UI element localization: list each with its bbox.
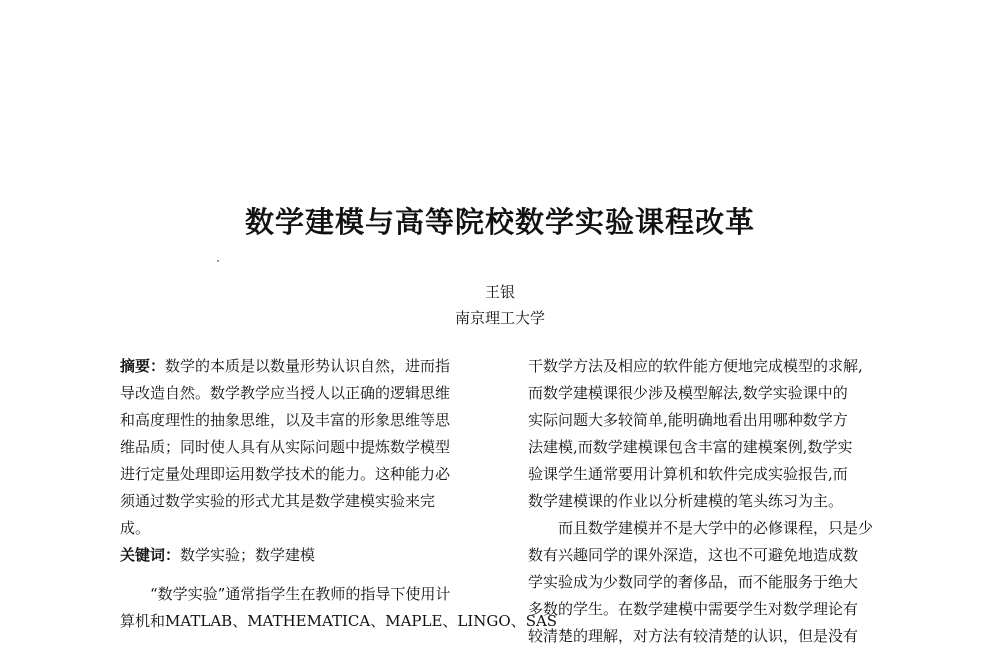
paper-title: 数学建模与高等院校数学实验课程改革 [244,205,755,239]
left-column [120,353,558,635]
spacer [120,569,500,581]
abstract-line: 摘要：数学的本质是以数量形势认识自然，进而指 [120,357,451,375]
abstract-line: 维品质；同时使人具有从实际问题中提炼数学模型 [120,438,451,456]
keywords-line [120,542,500,569]
body-line: 干数学方法及相应的软件能方便地完成模型的求解, [528,357,863,375]
body-line: 算机和MATLAB、MATHEMATICA、MAPLE、LINGO、SAS [120,612,558,630]
body-line: 验课学生通常要用计算机和软件完成实验报告,而 [528,465,848,483]
abstract-line: 进行定量处理即运用数学技术的能力。这种能力必 [120,465,451,483]
body-line: 实际问题大多较简单,能明确地看出用哪种数学方 [528,411,848,429]
body-line: 多数的学生。在数学建模中需要学生对数学理论有 [528,600,859,618]
body-line: 而且数学建模并不是大学中的必修课程，只是少 [558,519,874,537]
keywords-text: 数学实验；数学建模 [180,546,316,564]
abstract-line: 和高度理性的抽象思维，以及丰富的形象思维等思 [120,411,451,429]
body-line: “数学实验”通常指学生在教师的指导下使用计 [150,585,451,603]
keywords-label: 关键词： [120,546,181,564]
body-line: 法建模,而数学建模课包含丰富的建模案例,数学实 [528,438,853,456]
right-column [528,353,928,650]
abstract-line: 须通过数学实验的形式尤其是数学建模实验来完 [120,492,436,510]
abstract-line: 导改造自然。数学教学应当授人以正确的逻辑思维 [120,384,451,402]
scan-speck [217,260,219,262]
body-line: 较清楚的理解，对方法有较清楚的认识，但是没有 [528,627,859,645]
author-name: 王银 [484,283,515,301]
abstract-label: 摘要： [120,357,166,375]
author-affiliation: 南京理工大学 [454,309,545,327]
body-line: 数有兴趣同学的课外深造，这也不可避免地造成数 [528,546,859,564]
abstract-line: 成。 [120,519,151,537]
body-line: 数学建模课的作业以分析建模的笔头练习为主。 [528,492,844,510]
body-line: 而数学建模课很少涉及模型解法,数学实验课中的 [528,384,848,402]
body-line: 学实验成为少数同学的奢侈品，而不能服务于绝大 [528,573,859,591]
